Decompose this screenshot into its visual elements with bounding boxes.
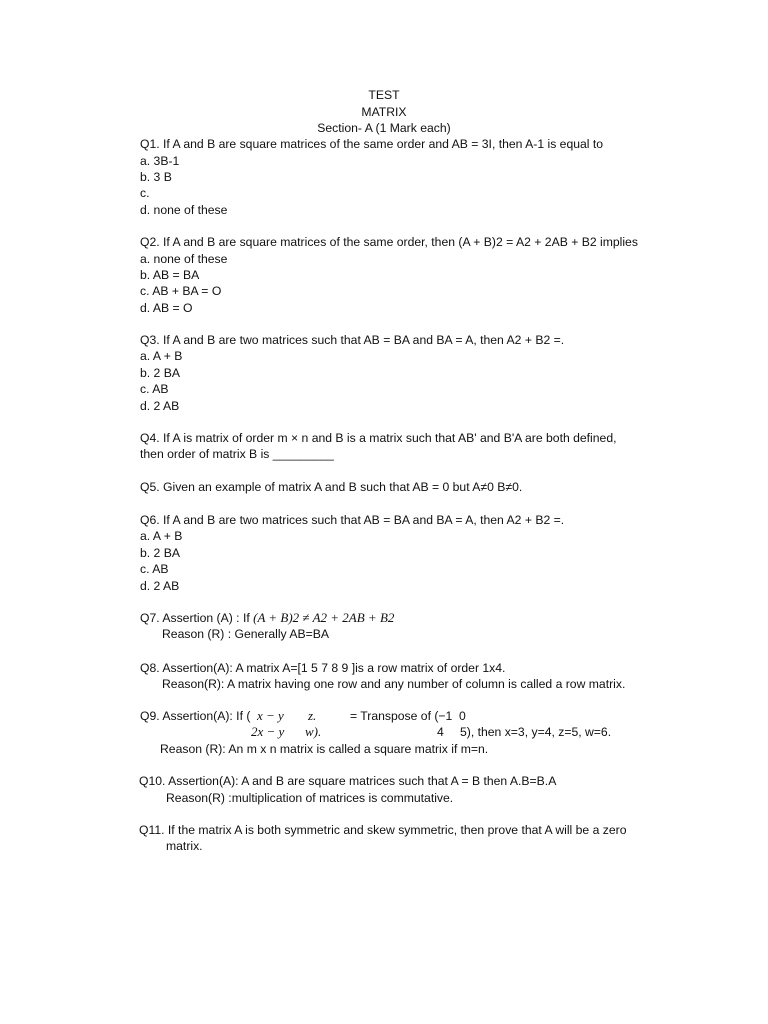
- q3-option-c: c. AB: [140, 382, 169, 396]
- q9-reason: Reason (R): An m x n matrix is called a square matrix if m=n.: [160, 742, 489, 756]
- q9-transpose-text: = Transpose of (−1: [350, 709, 453, 723]
- test-heading: TEST: [368, 88, 400, 102]
- q1-option-b: b. 3 B: [140, 170, 172, 184]
- q2-option-c: c. AB + BA = O: [140, 284, 222, 298]
- q9-matrix-x-minus-y: x − y: [257, 708, 284, 723]
- q2-option-d: d. AB = O: [140, 301, 193, 315]
- q6-option-a: a. A + B: [140, 529, 183, 543]
- q7-assertion-math: (A + B)2 ≠ A2 + 2AB + B2: [253, 610, 395, 625]
- q9-assertion-prefix: Q9. Assertion(A): If (: [140, 709, 254, 723]
- q2-option-a: a. none of these: [140, 252, 228, 266]
- section-heading: Section- A (1 Mark each): [317, 121, 451, 135]
- q10-assertion: Q10. Assertion(A): A and B are square matrices such that A = B then A.B=B.A: [139, 774, 557, 788]
- q6-question: Q6. If A and B are two matrices such that AB = BA and BA = A, then A2 + B2 =.: [140, 513, 565, 527]
- q8-reason: Reason(R): A matrix having one row and any number of column is called a row matrix.: [162, 677, 626, 691]
- q9-transpose-four: 4: [437, 725, 444, 739]
- subject-heading: MATRIX: [361, 105, 407, 119]
- q9-matrix-z: z.: [308, 708, 317, 723]
- q8-assertion: Q8. Assertion(A): A matrix A=[1 5 7 8 9 ]is a row matrix of order 1x4.: [140, 661, 506, 675]
- q9-matrix-w: w).: [305, 724, 322, 739]
- q6-option-d: d. 2 AB: [140, 579, 180, 593]
- q7-assertion: [140, 610, 394, 626]
- q9-matrix-2x-minus-y: 2x − y: [251, 724, 285, 739]
- q3-option-b: b. 2 BA: [140, 366, 180, 380]
- q6-option-c: c. AB: [140, 562, 169, 576]
- q6-option-b: b. 2 BA: [140, 546, 180, 560]
- q10-reason: Reason(R) :multiplication of matrices is commutative.: [166, 791, 454, 805]
- q4-question-line2: then order of matrix B is _________: [140, 447, 334, 461]
- q4-question-line1: Q4. If A is matrix of order m × n and B is a matrix such that AB' and B'A are both defined,: [140, 431, 617, 445]
- q9-tail: 5), then x=3, y=4, z=5, w=6.: [460, 725, 612, 739]
- q1-question: Q1. If A and B are square matrices of the same order and AB = 3I, then A-1 is equal to: [140, 137, 604, 151]
- q2-question: Q2. If A and B are square matrices of the same order, then (A + B)2 = A2 + 2AB + B2 implies: [140, 235, 638, 249]
- q3-question: Q3. If A and B are two matrices such that AB = BA and BA = A, then A2 + B2 =.: [140, 333, 565, 347]
- q1-option-d: d. none of these: [140, 203, 228, 217]
- q2-option-b: b. AB = BA: [140, 268, 200, 282]
- q1-option-c: c.: [140, 186, 150, 200]
- q7-reason: Reason (R) : Generally AB=BA: [162, 627, 329, 641]
- q3-option-d: d. 2 AB: [140, 399, 180, 413]
- q1-option-a: a. 3B-1: [140, 154, 180, 168]
- q7-assertion-text: Q7. Assertion (A) : If: [140, 611, 254, 625]
- q5-question: Q5. Given an example of matrix A and B such that AB = 0 but A≠0 B≠0.: [140, 480, 523, 494]
- q3-option-a: a. A + B: [140, 349, 183, 363]
- q9-transpose-zero: 0: [459, 709, 466, 723]
- q11-question-line1: Q11. If the matrix A is both symmetric and skew symmetric, then prove that A will be a zero: [139, 823, 627, 837]
- q11-question-line2: matrix.: [166, 839, 203, 853]
